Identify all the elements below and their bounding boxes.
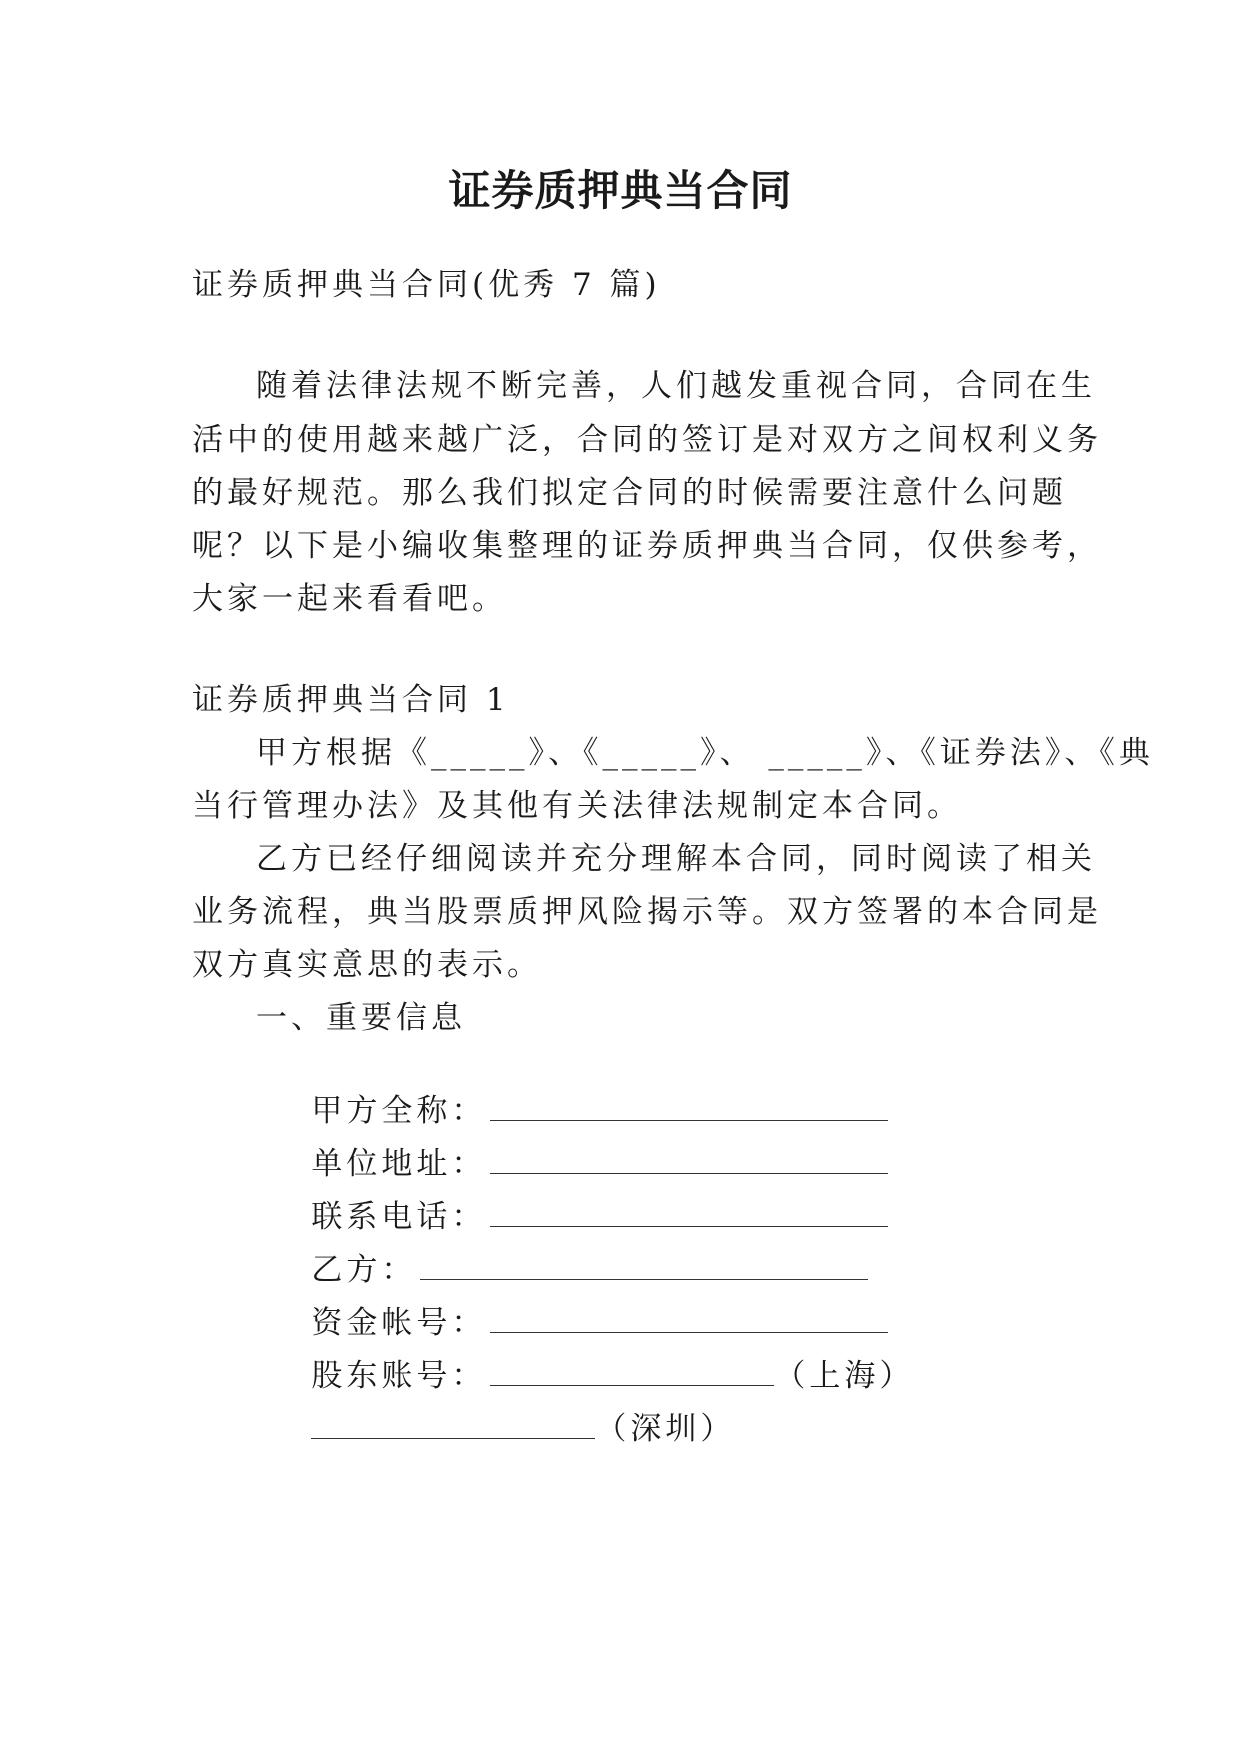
field-label: 单位地址： xyxy=(311,1146,487,1182)
section-heading: 证券质押典当合同 1 xyxy=(192,682,510,718)
blank-line xyxy=(311,1408,595,1439)
field-label: 联系电话： xyxy=(311,1199,487,1235)
field-label: 股东账号： xyxy=(311,1358,487,1394)
field-label: 资金帐号： xyxy=(311,1305,487,1341)
paragraph-line: 甲方根据《_____》、《_____》、 _____》、《证券法》、《典 xyxy=(256,735,1154,771)
paragraph-line: 乙方已经仔细阅读并充分理解本合同，同时阅读了相关 xyxy=(256,841,1096,877)
document-subtitle: 证券质押典当合同(优秀 7 篇) xyxy=(192,267,661,303)
market-label-shenzhen: （深圳） xyxy=(595,1411,736,1447)
field-label: 乙方： xyxy=(311,1252,417,1288)
intro-line: 活中的使用越来越广泛，合同的签订是对双方之间权利义务 xyxy=(192,422,1102,458)
intro-line: 随着法律法规不断完善，人们越发重视合同，合同在生 xyxy=(256,368,1096,404)
field-label: 甲方全称： xyxy=(311,1093,487,1129)
paragraph-line: 业务流程，典当股票质押风险揭示等。双方签署的本合同是 xyxy=(192,894,1102,930)
document-title: 证券质押典当合同 xyxy=(448,166,793,215)
field-shenzhen xyxy=(256,1368,735,1489)
intro-line: 的最好规范。那么我们拟定合同的时候需要注意什么问题 xyxy=(192,475,1067,511)
intro-line: 呢？以下是小编收集整理的证券质押典当合同，仅供参考， xyxy=(192,528,1102,564)
subsection-heading: 一、重要信息 xyxy=(256,1000,466,1036)
paragraph-line: 当行管理办法》及其他有关法律法规制定本合同。 xyxy=(192,788,962,824)
intro-line: 大家一起来看看吧。 xyxy=(192,581,507,617)
market-label-shanghai: （上海） xyxy=(774,1358,915,1394)
paragraph-line: 双方真实意思的表示。 xyxy=(192,947,542,983)
